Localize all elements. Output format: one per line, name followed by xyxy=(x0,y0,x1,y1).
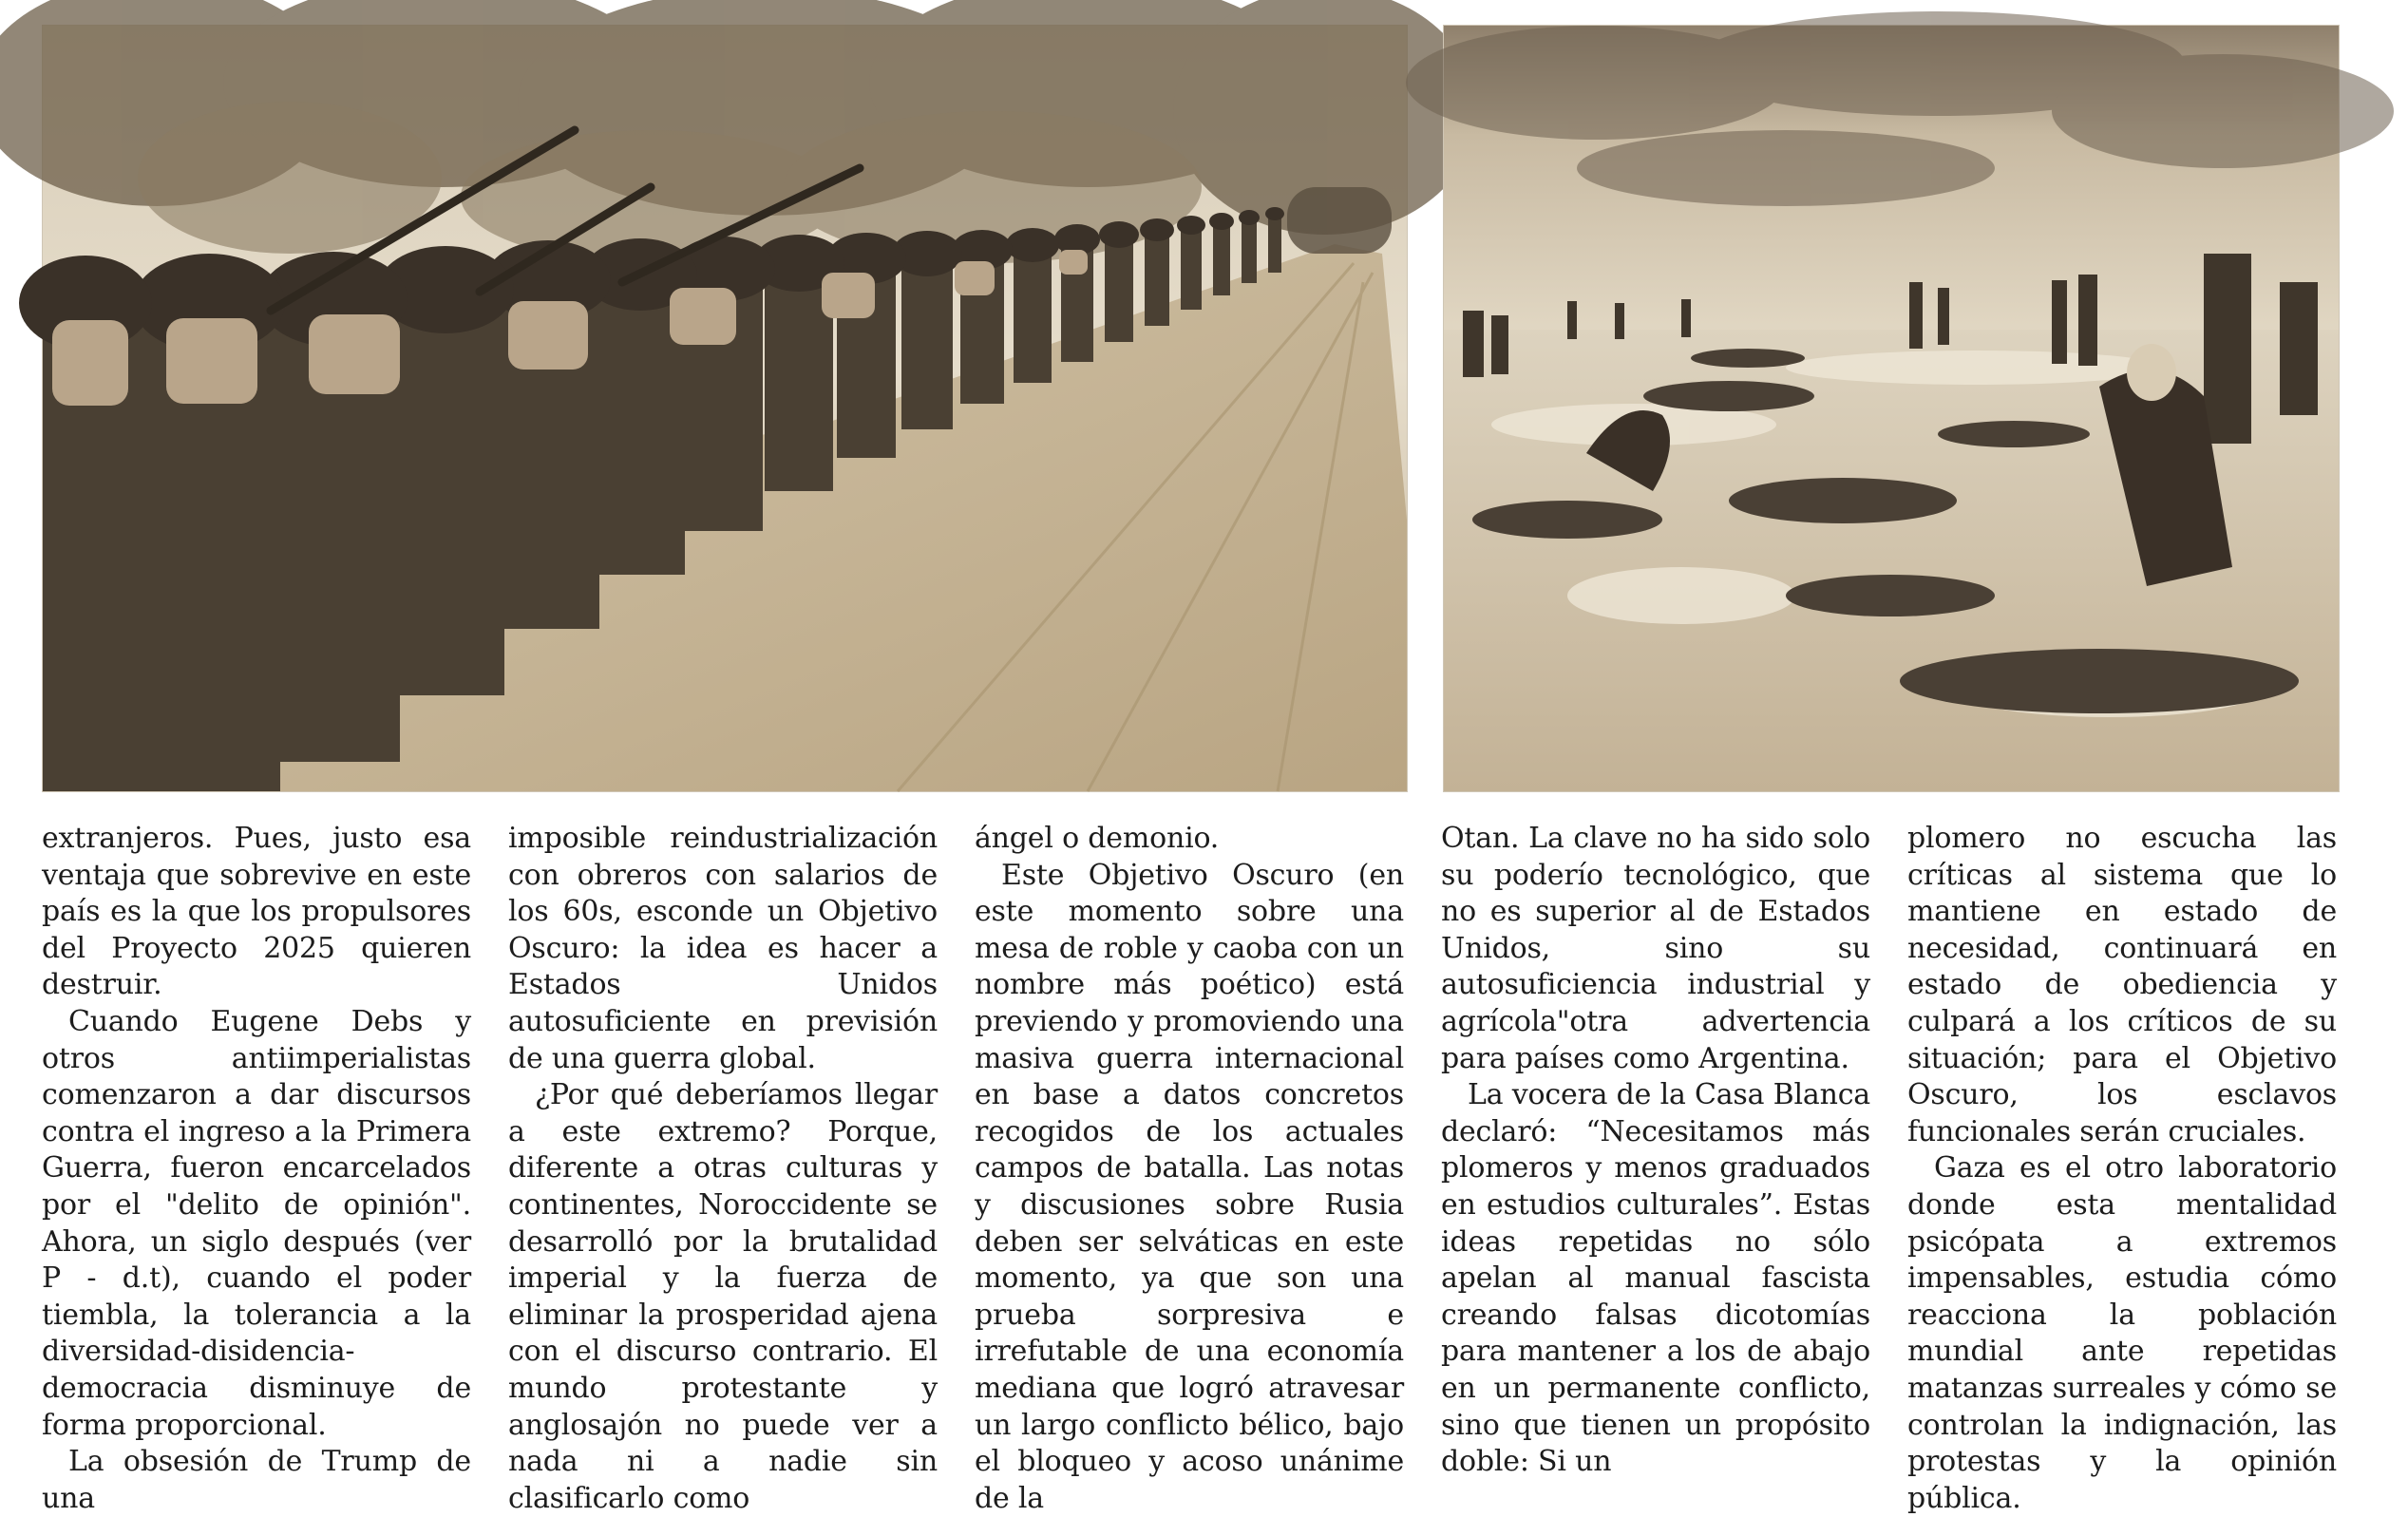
paragraph: imposible reindustrialización con obreros con salarios de los 60s, esconde un Objetivo Oscuro: la idea es hacer a Estados Unidos autosuficiente en previsión de una guerra global. xyxy=(508,822,938,1075)
paragraph: Este Objetivo Oscuro (en este momento sobre una mesa de roble y caoba con un nombre más poético) está previendo y promoviendo una masiva guerra internacional en base a datos concretos recogidos de los actuales campos de batalla. Las notas y discusiones sobre Rusia deben ser selváticas en este momento, ya que son una prueba sorpresiva e irrefutable de una economía mediana que logró atravesar un largo conflicto bélico, bajo el bloqueo y acoso unánime de la xyxy=(975,858,1404,1515)
article-column-4 xyxy=(1441,821,1870,1479)
article-column-2 xyxy=(508,821,938,1515)
paragraph: La obsesión de Trump de una xyxy=(42,1445,471,1515)
article-column-3 xyxy=(975,821,1404,1515)
soldiers-marching-image xyxy=(43,26,1407,791)
paragraph: ángel o demonio. xyxy=(975,822,1220,855)
article-column-1 xyxy=(42,821,471,1515)
paragraph: Cuando Eugene Debs y otros antiimperialistas comenzaron a dar discursos contra el ingreso a la Primera Guerra, fueron encarcelados por el "delito de opinión". Ahora, un siglo después (ver P - d.t), cuando el poder tiembla, la tolerancia a la diversidad-disidencia-democracia disminuye de forma proporcional. xyxy=(42,1004,471,1442)
paragraph: plomero no escucha las críticas al sistema que lo mantiene en estado de necesidad, continuará en estado de obediencia y culpará a los críticos de su situación; para el Objetivo Oscuro, los esclavos funcionales serán cruciales. xyxy=(1907,822,2337,1148)
paragraph: extranjeros. Pues, justo esa ventaja que sobrevive en este país es la que los propulsores del Proyecto 2025 quieren destruir. xyxy=(42,822,471,1002)
paragraph: Gaza es el otro laboratorio donde esta mentalidad psicópata a extremos impensables, estudia cómo reacciona la población mundial ante repetidas matanzas surreales y cómo se controlan la indignación, las protestas y la opinión pública. xyxy=(1907,1151,2337,1515)
paragraph: La vocera de la Casa Blanca declaró: “Necesitamos más plomeros y menos graduados en estudios culturales”. Estas ideas repetidas no sólo apelan al manual fascista creando falsas dicotomías para mantener a los de abajo en un permanente conflicto, sino que tienen un propósito doble: Si un xyxy=(1441,1078,1870,1479)
battlefield-aftermath-photo xyxy=(1443,25,2340,792)
paragraph: Otan. La clave no ha sido solo su poderío tecnológico, que no es superior al de Estados Unidos, sino su autosuficiencia industrial y agrícola"otra advertencia para países como Argentina. xyxy=(1441,822,1870,1075)
soldiers-marching-photo xyxy=(42,25,1408,792)
battlefield-aftermath-image xyxy=(1444,26,2339,791)
paragraph: ¿Por qué deberíamos llegar a este extremo? Porque, diferente a otras culturas y continentes, Noroccidente se desarrolló por la brutalidad imperial y la fuerza de eliminar la prosperidad ajena con el discurso contrario. El mundo protestante y anglosajón no puede ver a nada ni a nadie sin clasificarlo como xyxy=(508,1078,938,1515)
article-column-5 xyxy=(1907,821,2337,1515)
